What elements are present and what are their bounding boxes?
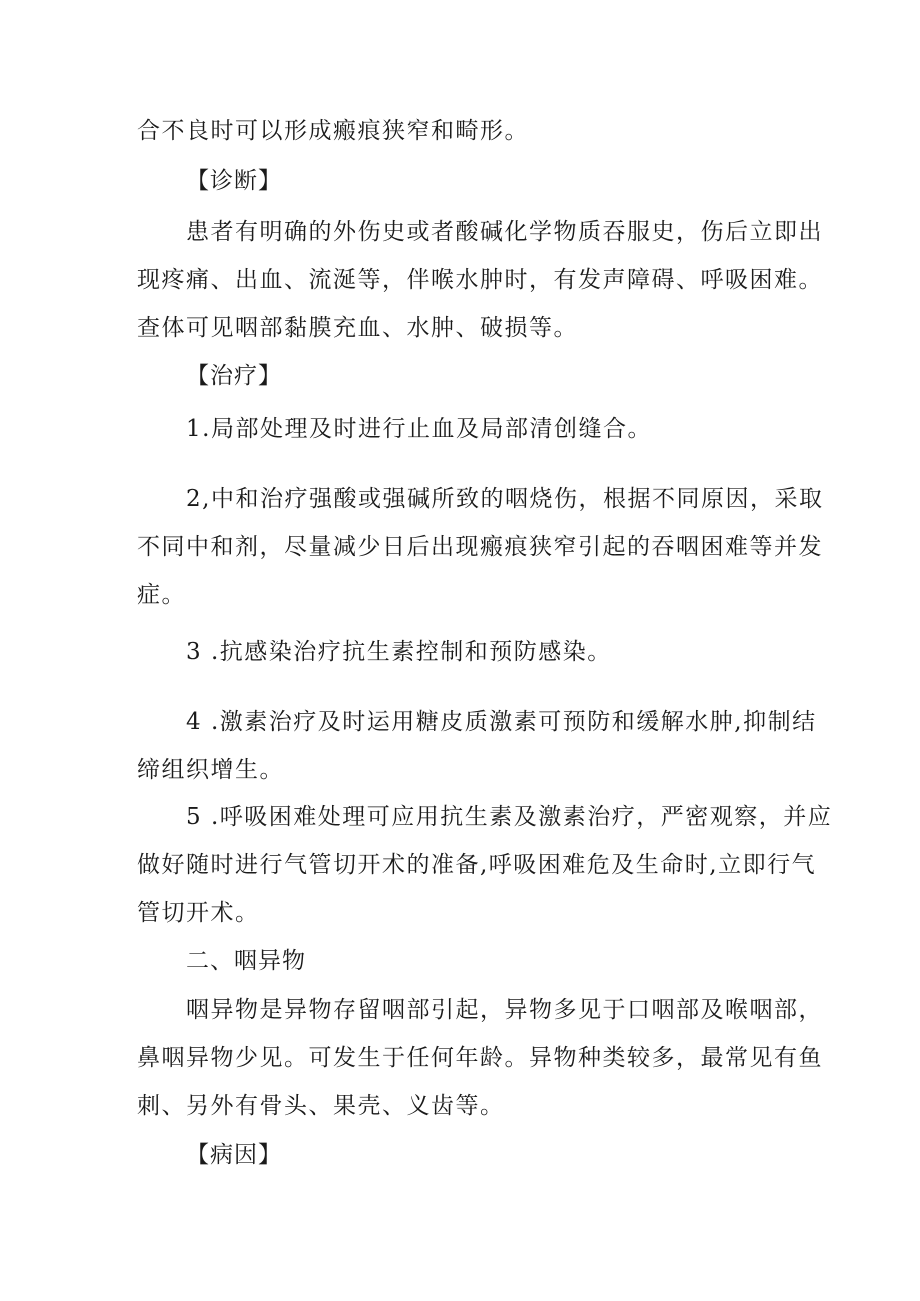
list-item-4-line: 缔组织增生。 (137, 757, 284, 783)
section-heading-diagnosis: 【诊断】 (186, 168, 282, 194)
paragraph-line: 鼻咽异物少见。可发生于任何年龄。异物种类较多，最常见有鱼 (137, 1045, 823, 1071)
list-item-3: 3 .抗感染治疗抗生素控制和预防感染。 (186, 639, 612, 665)
list-item-5-line: 5 .呼吸困难处理可应用抗生素及激素治疗，严密观察，并应 (186, 804, 833, 830)
paragraph-line: 刺、另外有骨头、果壳、义齿等。 (137, 1093, 505, 1119)
list-item-2-line: 不同中和剂，尽量减少日后出现瘢痕狭窄引起的吞咽困难等并发 (137, 534, 823, 560)
paragraph-line: 查体可见咽部黏膜充血、水肿、破损等。 (137, 315, 578, 341)
section-heading-pharyngeal-foreign-body: 二、咽异物 (186, 948, 306, 974)
paragraph-line: 现疼痛、出血、流涎等，伴喉水肿时，有发声障碍、呼吸困难。 (137, 267, 823, 293)
section-heading-etiology: 【病因】 (186, 1142, 282, 1168)
list-item-2-line: 2,中和治疗强酸或强碱所致的咽烧伤，根据不同原因，采取 (186, 486, 824, 512)
list-item-4-line: 4 .激素治疗及时运用糖皮质激素可预防和缓解水肿,抑制结 (186, 709, 817, 735)
paragraph-line: 咽异物是异物存留咽部引起，异物多见于口咽部及喉咽部， (186, 997, 823, 1023)
paragraph-line: 合不良时可以形成瘢痕狭窄和畸形。 (137, 118, 529, 144)
list-item-1: 1.局部处理及时进行止血及局部清创缝合。 (186, 416, 652, 442)
section-heading-treatment: 【治疗】 (186, 363, 282, 389)
list-item-2-line: 症。 (137, 582, 186, 608)
list-item-5-line: 管切开术。 (137, 900, 260, 926)
paragraph-line: 患者有明确的外伤史或者酸碱化学物质吞服史，伤后立即出 (186, 219, 823, 245)
list-item-5-line: 做好随时进行气管切开术的准备,呼吸困难危及生命时,立即行气 (137, 852, 817, 878)
